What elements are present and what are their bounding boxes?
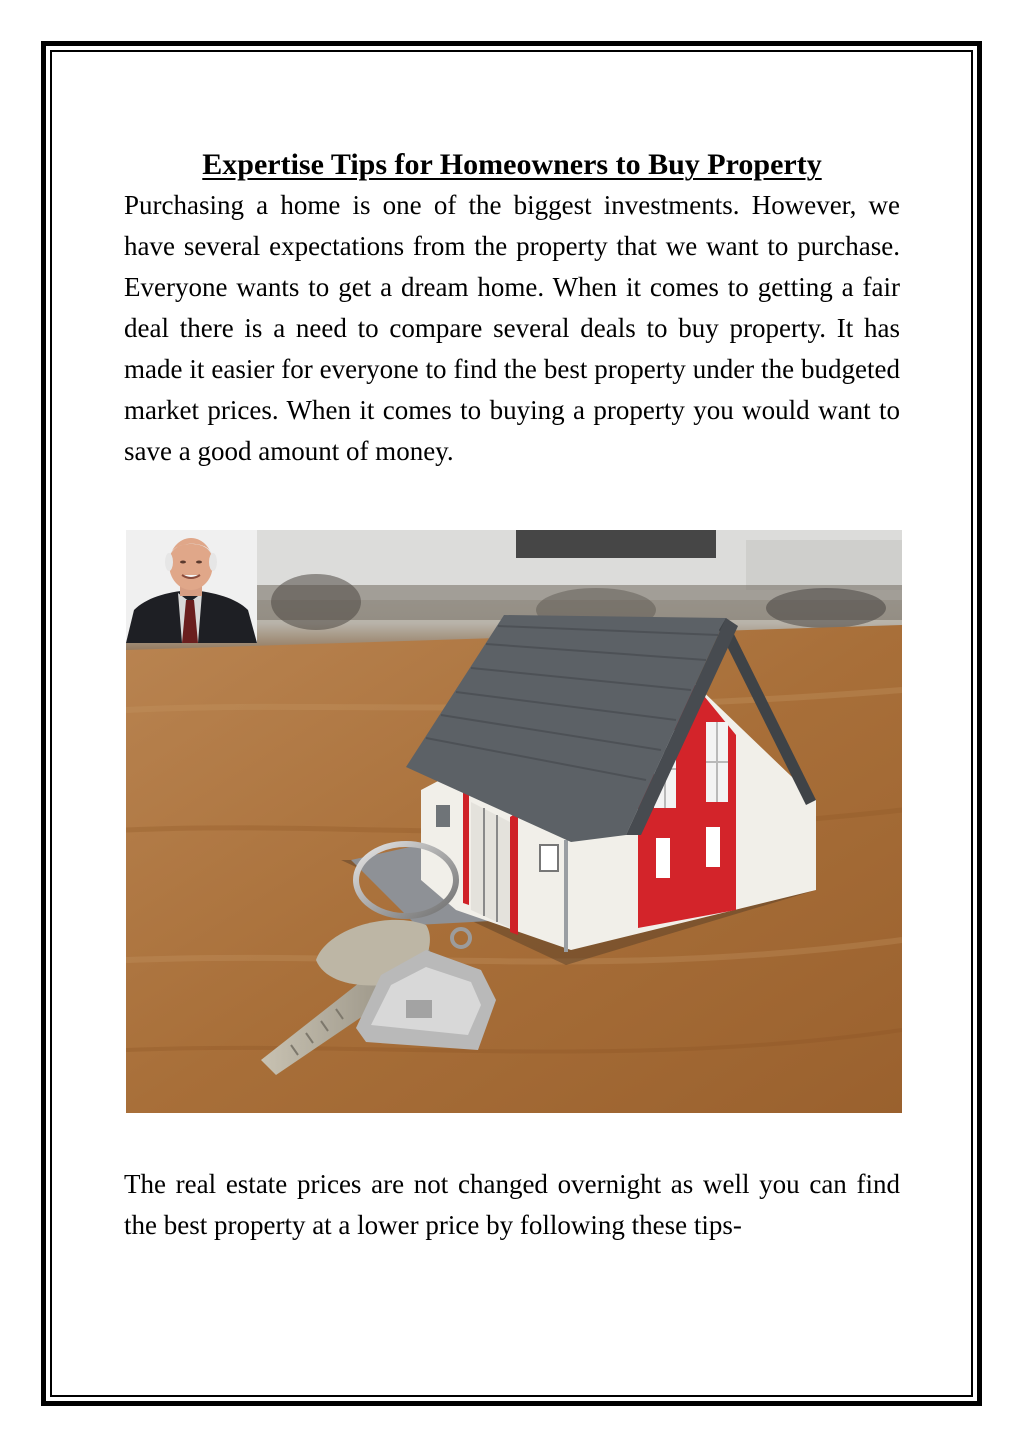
intro-paragraph: Purchasing a home is one of the biggest investments. However, we have several expectations from the property that we want to purchase. Everyone wants to get a dream home. When it comes to getting a fair deal there is a need to compare several deals to buy property. It has made it easier for everyone to find the best property under the budgeted market prices. When it comes to buying a property you would want to save a good amount of money. bbox=[124, 190, 900, 466]
tips-intro-paragraph: The real estate prices are not changed overnight as well you can find the best property at a lower price by following these tips- bbox=[124, 1169, 900, 1240]
author-headshot bbox=[126, 530, 257, 643]
document-title: Expertise Tips for Homeowners to Buy Property bbox=[202, 148, 822, 182]
